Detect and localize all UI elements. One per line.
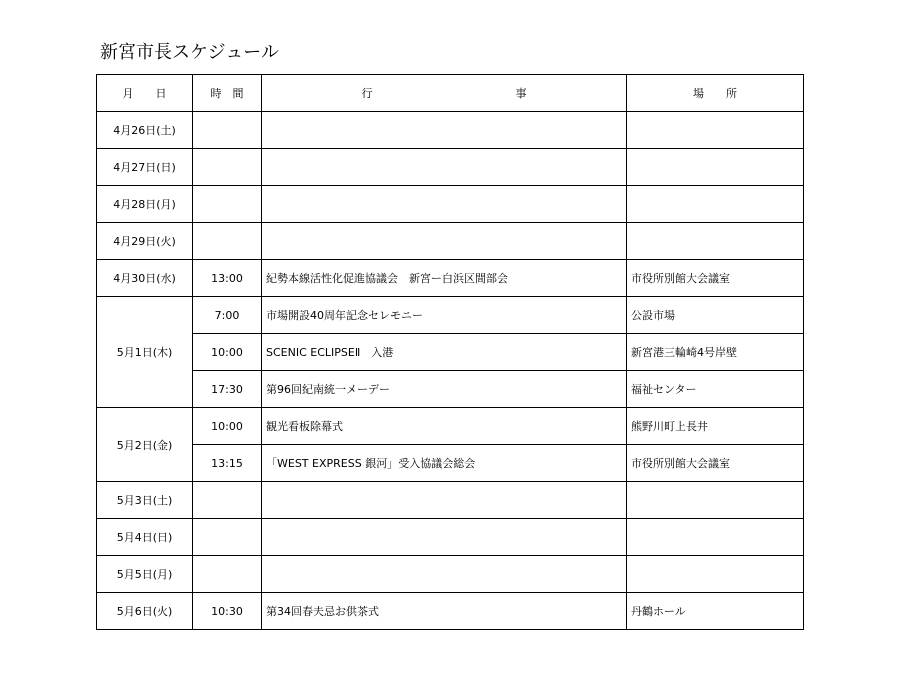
place-cell — [627, 186, 804, 223]
table-row — [97, 149, 804, 186]
table-row — [97, 593, 804, 630]
schedule-table — [96, 74, 804, 630]
table-row — [97, 519, 804, 556]
place-cell: 公設市場 — [627, 297, 804, 334]
time-cell — [193, 482, 262, 519]
header-place: 場 所 — [627, 75, 804, 112]
table-row — [97, 186, 804, 223]
time-cell — [193, 556, 262, 593]
table-row — [97, 260, 804, 297]
event-cell: 紀勢本線活性化促進協議会 新宮ー白浜区間部会 — [262, 260, 627, 297]
event-cell: SCENIC ECLIPSEⅡ 入港 — [262, 334, 627, 371]
place-cell — [627, 556, 804, 593]
date-cell: 5月4日(日) — [97, 519, 193, 556]
event-cell — [262, 482, 627, 519]
time-cell: 13:00 — [193, 260, 262, 297]
table-row — [97, 408, 804, 445]
date-cell: 5月2日(金) — [97, 408, 193, 482]
place-cell: 熊野川町上長井 — [627, 408, 804, 445]
event-cell — [262, 556, 627, 593]
place-cell: 市役所別館大会議室 — [627, 260, 804, 297]
place-cell — [627, 112, 804, 149]
time-cell: 10:30 — [193, 593, 262, 630]
time-cell — [193, 149, 262, 186]
event-cell: 第96回紀南統一メーデー — [262, 371, 627, 408]
event-cell: 「WEST EXPRESS 銀河」受入協議会総会 — [262, 445, 627, 482]
date-cell: 4月29日(火) — [97, 223, 193, 260]
table-row — [97, 223, 804, 260]
table-row — [97, 482, 804, 519]
table-row — [97, 556, 804, 593]
place-cell — [627, 223, 804, 260]
date-cell: 5月3日(土) — [97, 482, 193, 519]
date-cell: 4月27日(日) — [97, 149, 193, 186]
time-cell — [193, 186, 262, 223]
place-cell: 丹鶴ホール — [627, 593, 804, 630]
time-cell: 13:15 — [193, 445, 262, 482]
event-cell: 観光看板除幕式 — [262, 408, 627, 445]
place-cell: 新宮港三輪崎4号岸壁 — [627, 334, 804, 371]
time-cell: 10:00 — [193, 408, 262, 445]
event-cell — [262, 149, 627, 186]
header-date: 月 日 — [97, 75, 193, 112]
time-cell — [193, 112, 262, 149]
table-row — [97, 334, 804, 371]
date-cell: 4月30日(水) — [97, 260, 193, 297]
date-cell: 5月1日(木) — [97, 297, 193, 408]
header-event: 行 事 — [262, 75, 627, 112]
table-row — [97, 112, 804, 149]
time-cell: 17:30 — [193, 371, 262, 408]
event-cell — [262, 112, 627, 149]
header-time: 時 間 — [193, 75, 262, 112]
table-header-row — [97, 75, 804, 112]
table-row — [97, 297, 804, 334]
event-cell — [262, 186, 627, 223]
place-cell: 市役所別館大会議室 — [627, 445, 804, 482]
place-cell: 福祉センター — [627, 371, 804, 408]
event-cell: 第34回春夫忌お供茶式 — [262, 593, 627, 630]
time-cell — [193, 223, 262, 260]
table-row — [97, 371, 804, 408]
event-cell — [262, 519, 627, 556]
time-cell: 10:00 — [193, 334, 262, 371]
table-row — [97, 445, 804, 482]
date-cell: 5月6日(火) — [97, 593, 193, 630]
schedule-body — [97, 112, 804, 630]
time-cell — [193, 519, 262, 556]
date-cell: 4月28日(月) — [97, 186, 193, 223]
page-title: 新宮市長スケジュール — [100, 42, 279, 63]
date-cell: 4月26日(土) — [97, 112, 193, 149]
place-cell — [627, 482, 804, 519]
event-cell: 市場開設40周年記念セレモニー — [262, 297, 627, 334]
date-cell: 5月5日(月) — [97, 556, 193, 593]
time-cell: 7:00 — [193, 297, 262, 334]
place-cell — [627, 149, 804, 186]
event-cell — [262, 223, 627, 260]
place-cell — [627, 519, 804, 556]
